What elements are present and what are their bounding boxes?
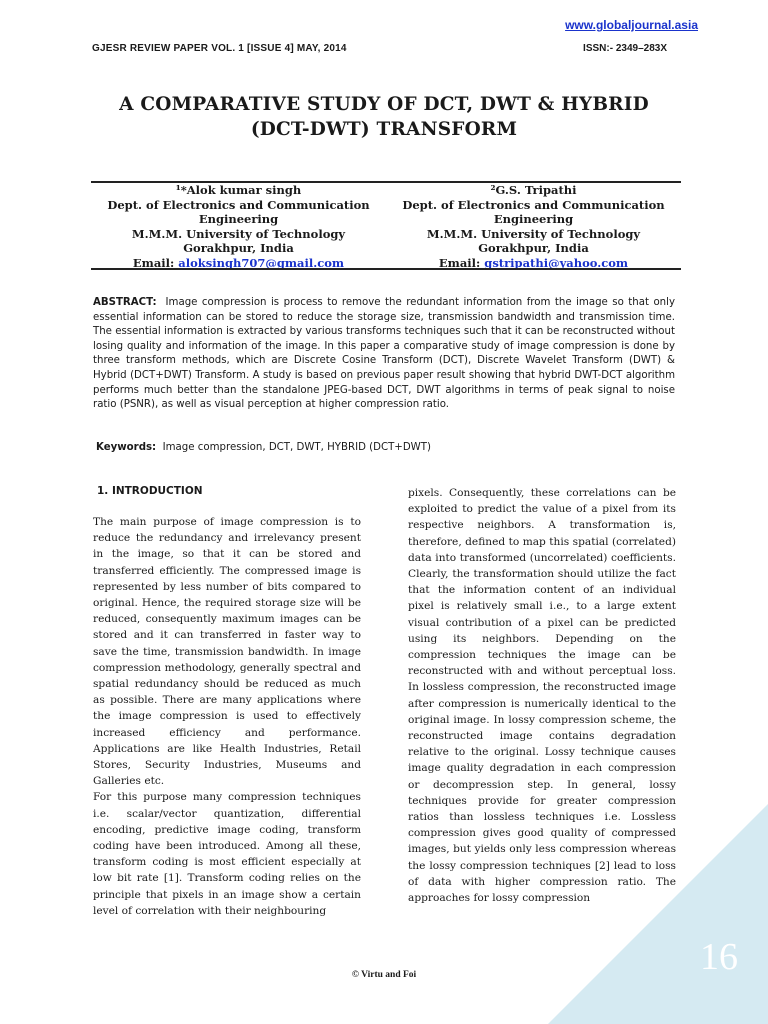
- paper-title: [90, 92, 678, 142]
- abstract: [93, 296, 675, 413]
- authors-bottom-rule: [91, 268, 681, 270]
- author-2-email-label: Email:: [438, 255, 485, 270]
- author-2-dept: Dept. of Electronics and Communication Engineering: [402, 197, 665, 226]
- corner-triangle-decoration: [548, 804, 768, 1024]
- intro-paragraph-3: pixels. Consequently, these correlations can be exploited to predict the value of a pixel from its respective neighbors. A transformation is, therefore, defined to map this spatial (correlated) data into transformed (uncorrelated) coefficients. Clearly, the transformation should utilize the fact that the information content of an individual pixel is relatively small i.e., to a large extent visual contribution of a pixel can be predicted using its neighbors. Depending on the compression techniques the image can be reconstructed with and without perceptual loss. In lossless compression, the reconstructed image after compression is numerically identical to the original image. In lossy compression scheme, the reconstructed image contains degradation relative to the original. Lossy technique causes image quality degradation in each compression or decompression step. In general, lossy techniques provide for greater compression ratios than lossless techniques i.e. Lossless compression gives good quality of compressed images, but yields only less compression whereas the lossy compression techniques [2] lead to loss of data with higher compression ratio. The approaches for lossy compression: [408, 487, 676, 905]
- author-2-city: Gorakhpur, India: [478, 241, 589, 255]
- issn-number: ISSN:- 2349–283X: [583, 43, 667, 54]
- paper-title-line-2: (DCT-DWT) TRANSFORM: [250, 119, 518, 140]
- author-1-email-label: Email:: [132, 255, 179, 270]
- section-heading-introduction: 1. INTRODUCTION: [97, 485, 203, 497]
- paper-title-line-1: A COMPARATIVE STUDY OF DCT, DWT & HYBRID: [119, 94, 649, 115]
- author-2: [386, 183, 681, 270]
- author-1: [91, 183, 386, 270]
- journal-website-link[interactable]: www.globaljournal.asia: [565, 18, 698, 32]
- abstract-label: ABSTRACT:: [93, 297, 157, 308]
- author-2-university: M.M.M. University of Technology: [426, 226, 641, 241]
- intro-paragraph-1: The main purpose of image compression is to reduce the redundancy and irrelevancy present in the image, so that it can be stored and transferred efficiently. The compressed image is represented by less number of bits compared to original. Hence, the required storage size will be reduced, consequently maximum images can be stored and it can transferred in faster way to save the time, transmission bandwidth. In image compression methodology, generally spectral and spatial redundancy should be reduced as much as possible. There are many applications where the image compression is used to effectively increased efficiency and performance. Applications are like Health Industries, Retail Stores, Security Industries, Museums and Galleries etc.: [93, 516, 361, 788]
- author-1-name: ¹*Alok kumar singh: [175, 183, 302, 197]
- author-2-email-link[interactable]: gstripathi@yahoo.com: [484, 255, 629, 270]
- abstract-text: Image compression is process to remove the redundant information from the image so that only essential information can be stored to reduce the storage size, transmission bandwidth and transmission time. The essential information is extracted by various transforms techniques such that it can be reconstructed without losing quality and information of the image. In this paper a comparative study of image compression is done by three transform methods, which are Discrete Cosine Transform (DCT), Discrete Wavelet Transform (DWT) & Hybrid (DCT+DWT) Transform. A study is based on previous paper result showing that hybrid DWT-DCT algorithm performs much better than the standalone JPEG-based DCT, DWT algorithms in terms of peak signal to noise ratio (PSNR), as well as visual perception at higher compression ratio.: [93, 297, 675, 411]
- author-1-university: M.M.M. University of Technology: [131, 226, 346, 241]
- journal-issue-line: GJESR REVIEW PAPER VOL. 1 [ISSUE 4] MAY, 2014: [92, 43, 347, 54]
- body-column-left: [93, 514, 361, 919]
- keywords-text: Image compression, DCT, DWT, HYBRID (DCT+DWT): [162, 442, 431, 453]
- author-2-name: ²G.S. Tripathi: [490, 183, 577, 197]
- author-1-email-link[interactable]: aloksingh707@gmail.com: [178, 255, 345, 270]
- author-1-dept: Dept. of Electronics and Communication Engineering: [107, 197, 370, 226]
- keywords: [96, 442, 431, 453]
- author-1-city: Gorakhpur, India: [183, 241, 294, 255]
- author-block: [91, 183, 681, 270]
- page-footer: © Virtu and Foi: [351, 970, 417, 980]
- keywords-label: Keywords:: [96, 442, 157, 453]
- page-number: 16: [700, 936, 738, 978]
- intro-paragraph-2: For this purpose many compression techniques i.e. scalar/vector quantization, differential encoding, predictive image coding, transform coding have been introduced. Among all these, transform coding is most efficient especially at low bit rate [1]. Transform coding relies on the principle that pixels in an image show a certain level of correlation with their neighbouring: [93, 791, 361, 917]
